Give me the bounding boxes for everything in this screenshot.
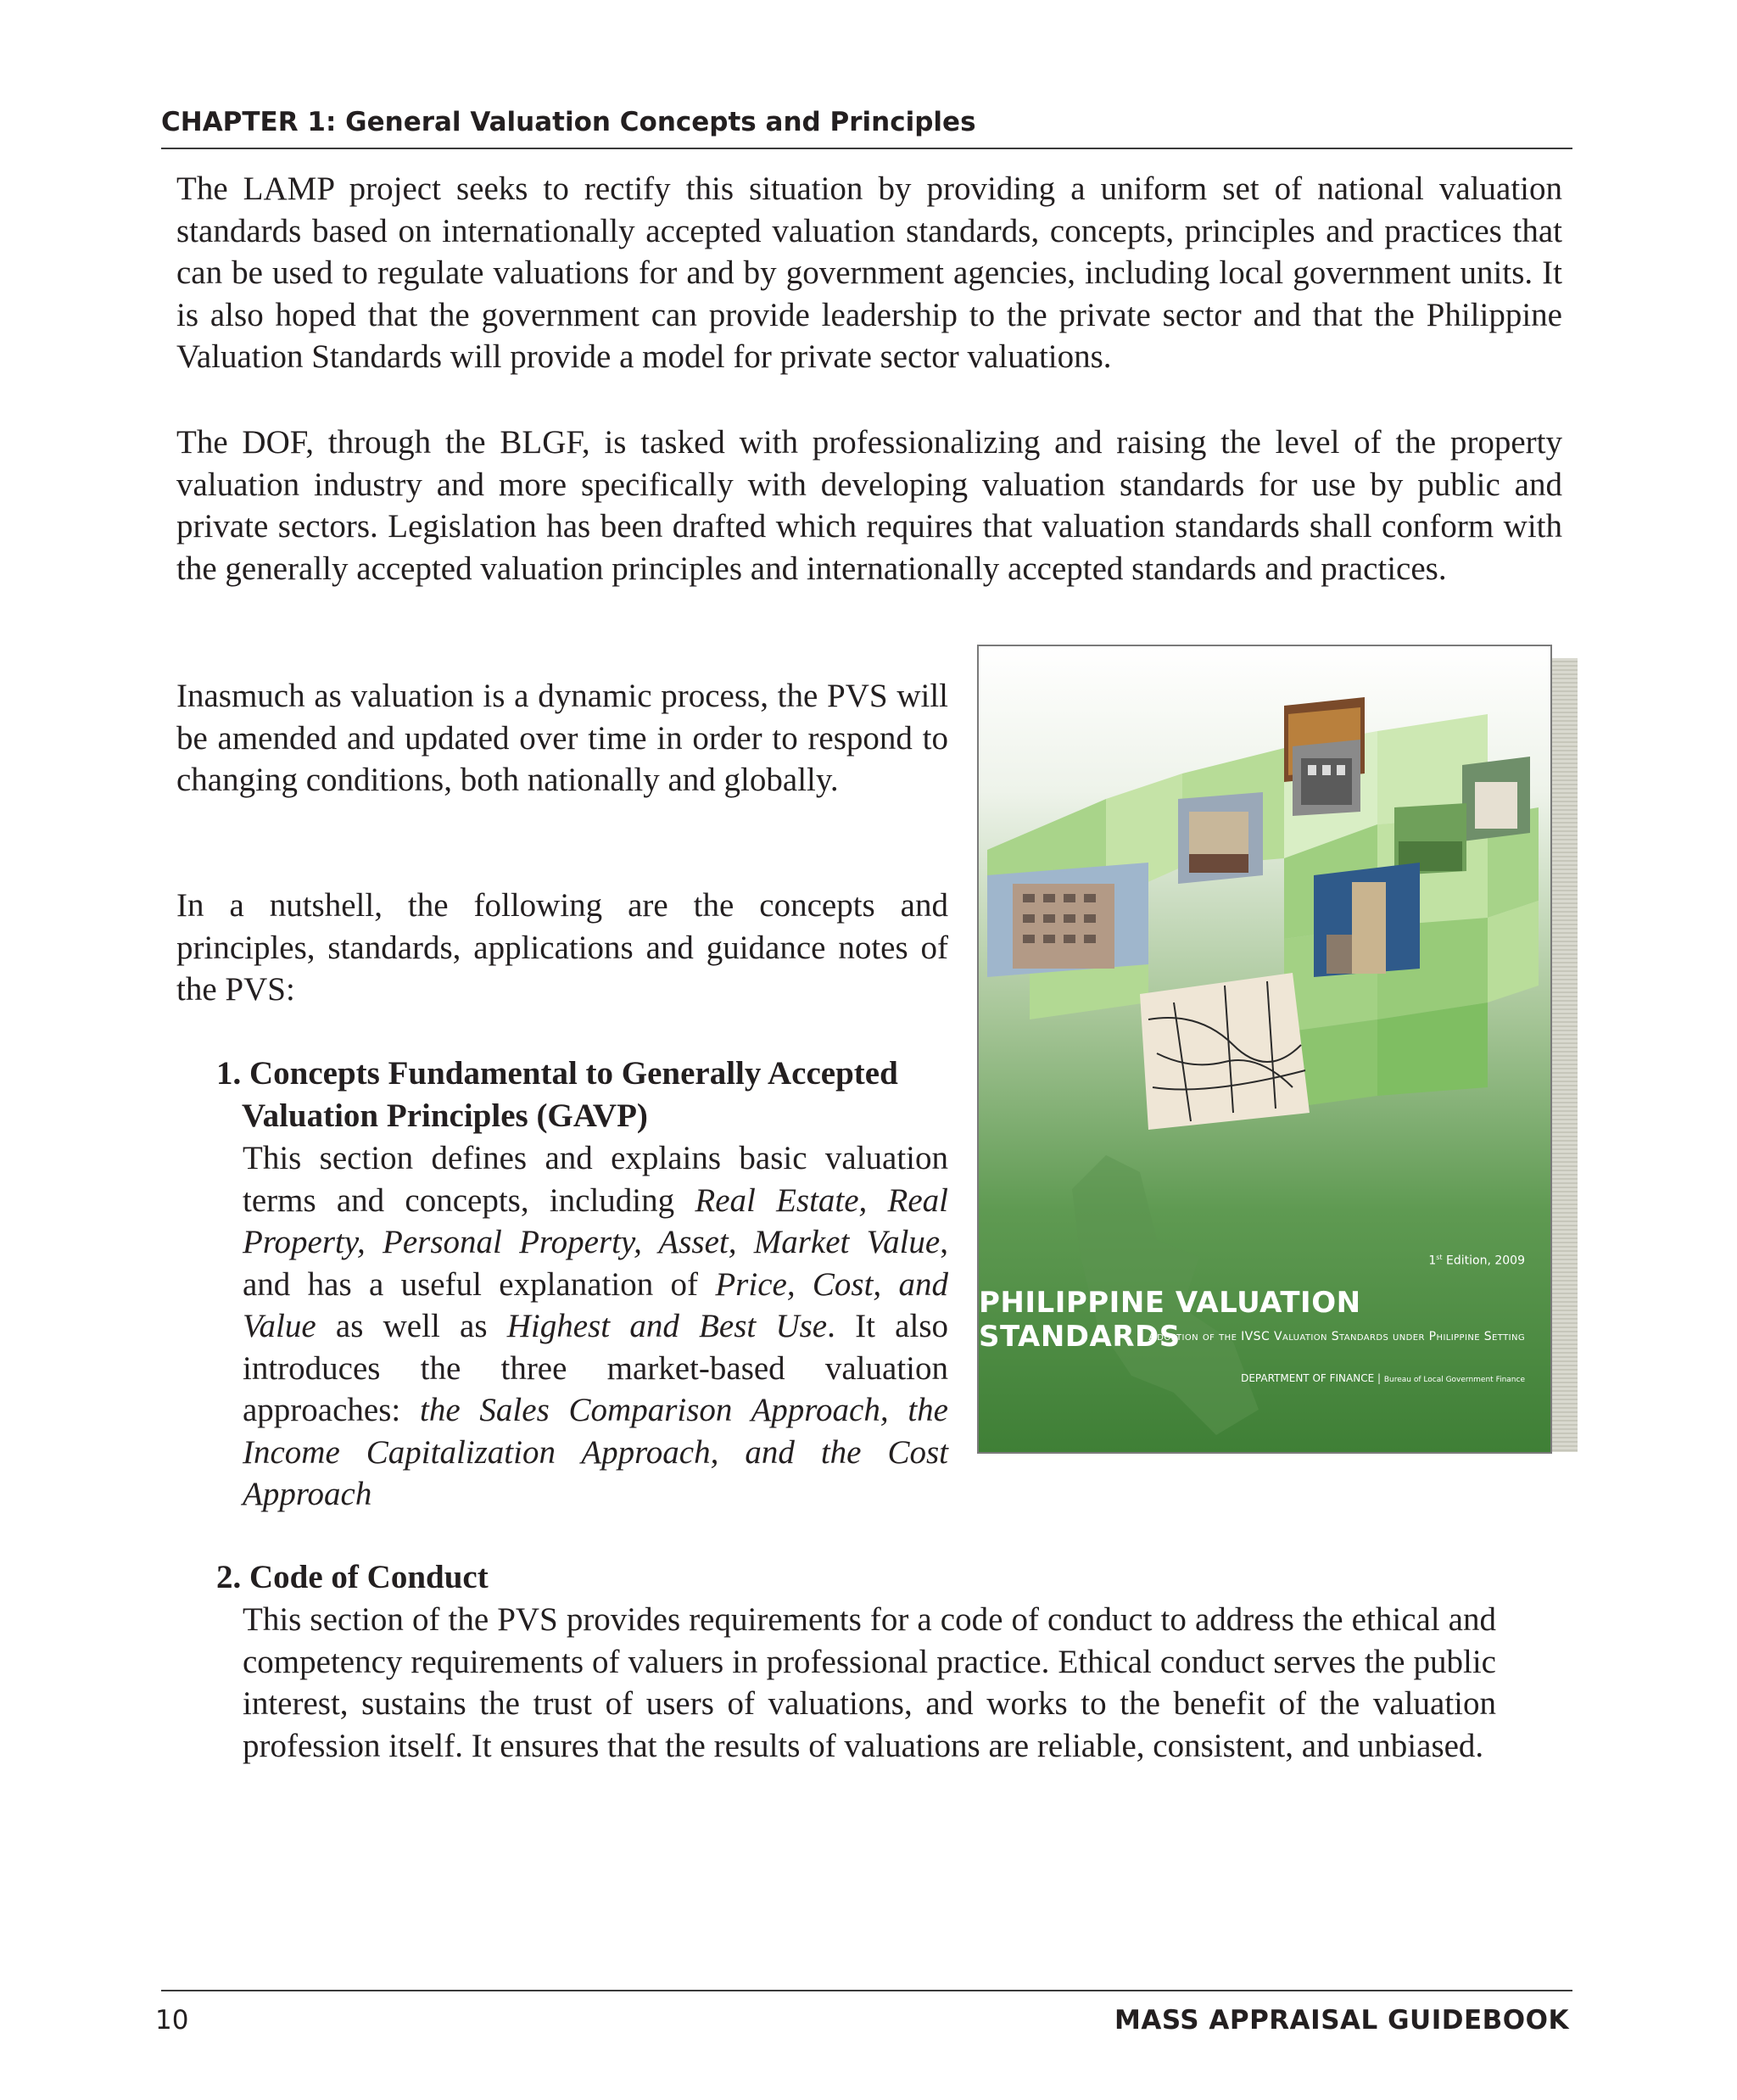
item-2-heading: 2. Code of Conduct [216,1559,489,1595]
item-2-body: This section of the PVS provides requirements for a code of conduct to address the ethical and competency requirements of valuers in professional practice. Ethical conduct serves the public interest, sustains the trust of users of valuations, and works to the benefit of the valuation profession itself. It ensures that the results of valuations are reliable, consistent, and unbiased. [243,1601,1496,1764]
chapter-title: CHAPTER 1: General Valuation Concepts and Principles [161,107,976,137]
cover-page-edge [1552,658,1578,1452]
pvs-cover-image [977,645,1552,1454]
cover-department: DEPARTMENT OF FINANCE | Bureau of Local Government Finance [1241,1372,1525,1384]
item-1-heading-line2: Valuation Principles (GAVP) [242,1097,648,1134]
paragraph-nutshell: In a nutshell, the following are the concepts and principles, standards, applications and guidance notes of the PVS: [176,887,948,1008]
paragraph-dof: The DOF, through the BLGF, is tasked with professionalizing and raising the level of the property valuation industry and more specifically with developing valuation standards for use by public and private sectors. Legislation has been drafted which requires that valuation standards shall conform with the generally accepted valuation principles and internationally accepted standards and practices. [176,424,1562,587]
paragraph-dynamic-process: Inasmuch as valuation is a dynamic process, the PVS will be amended and updated over time in order to respond to changing conditions, both nationally and globally. [176,678,948,798]
header-rule [161,148,1572,149]
cover-subtitle: Adoption of the IVSC Valuation Standards under Philippine Setting [1148,1330,1525,1343]
book-title: MASS APPRAISAL GUIDEBOOK [1114,2005,1569,2036]
paragraph-lamp: The LAMP project seeks to rectify this situation by providing a uniform set of national valuation standards based on internationally accepted valuation standards, concepts, principles and practices that can be used to regulate valuations for and by government agencies, including local government units. It is also hoped that the government can provide leadership to the private sector and that the Philippine Valuation Standards will provide a model for private sector valuations. [176,170,1562,375]
footer-rule [161,1990,1572,1991]
cover-title: PHILIPPINE VALUATION STANDARDS [979,1286,1361,1354]
item-1-heading-line1: 1. Concepts Fundamental to Generally Accepted [216,1055,898,1092]
page-number: 10 [155,2005,189,2036]
item-1-heading [216,1053,954,1137]
item-1-body: This section defines and explains basic valuation terms and concepts, including Real Estate, Real Property, Personal Property, Asset, Market Value, and has a useful explanation of Price, Cost, and Value as well as Highest and Best Use. It also introduces the three market-based valuation approaches: the Sales Comparison Approach, the Income Capitalization Approach, and the Cost Approach [243,1140,949,1512]
cover-edition: 1st Edition, 2009 [1428,1254,1525,1268]
